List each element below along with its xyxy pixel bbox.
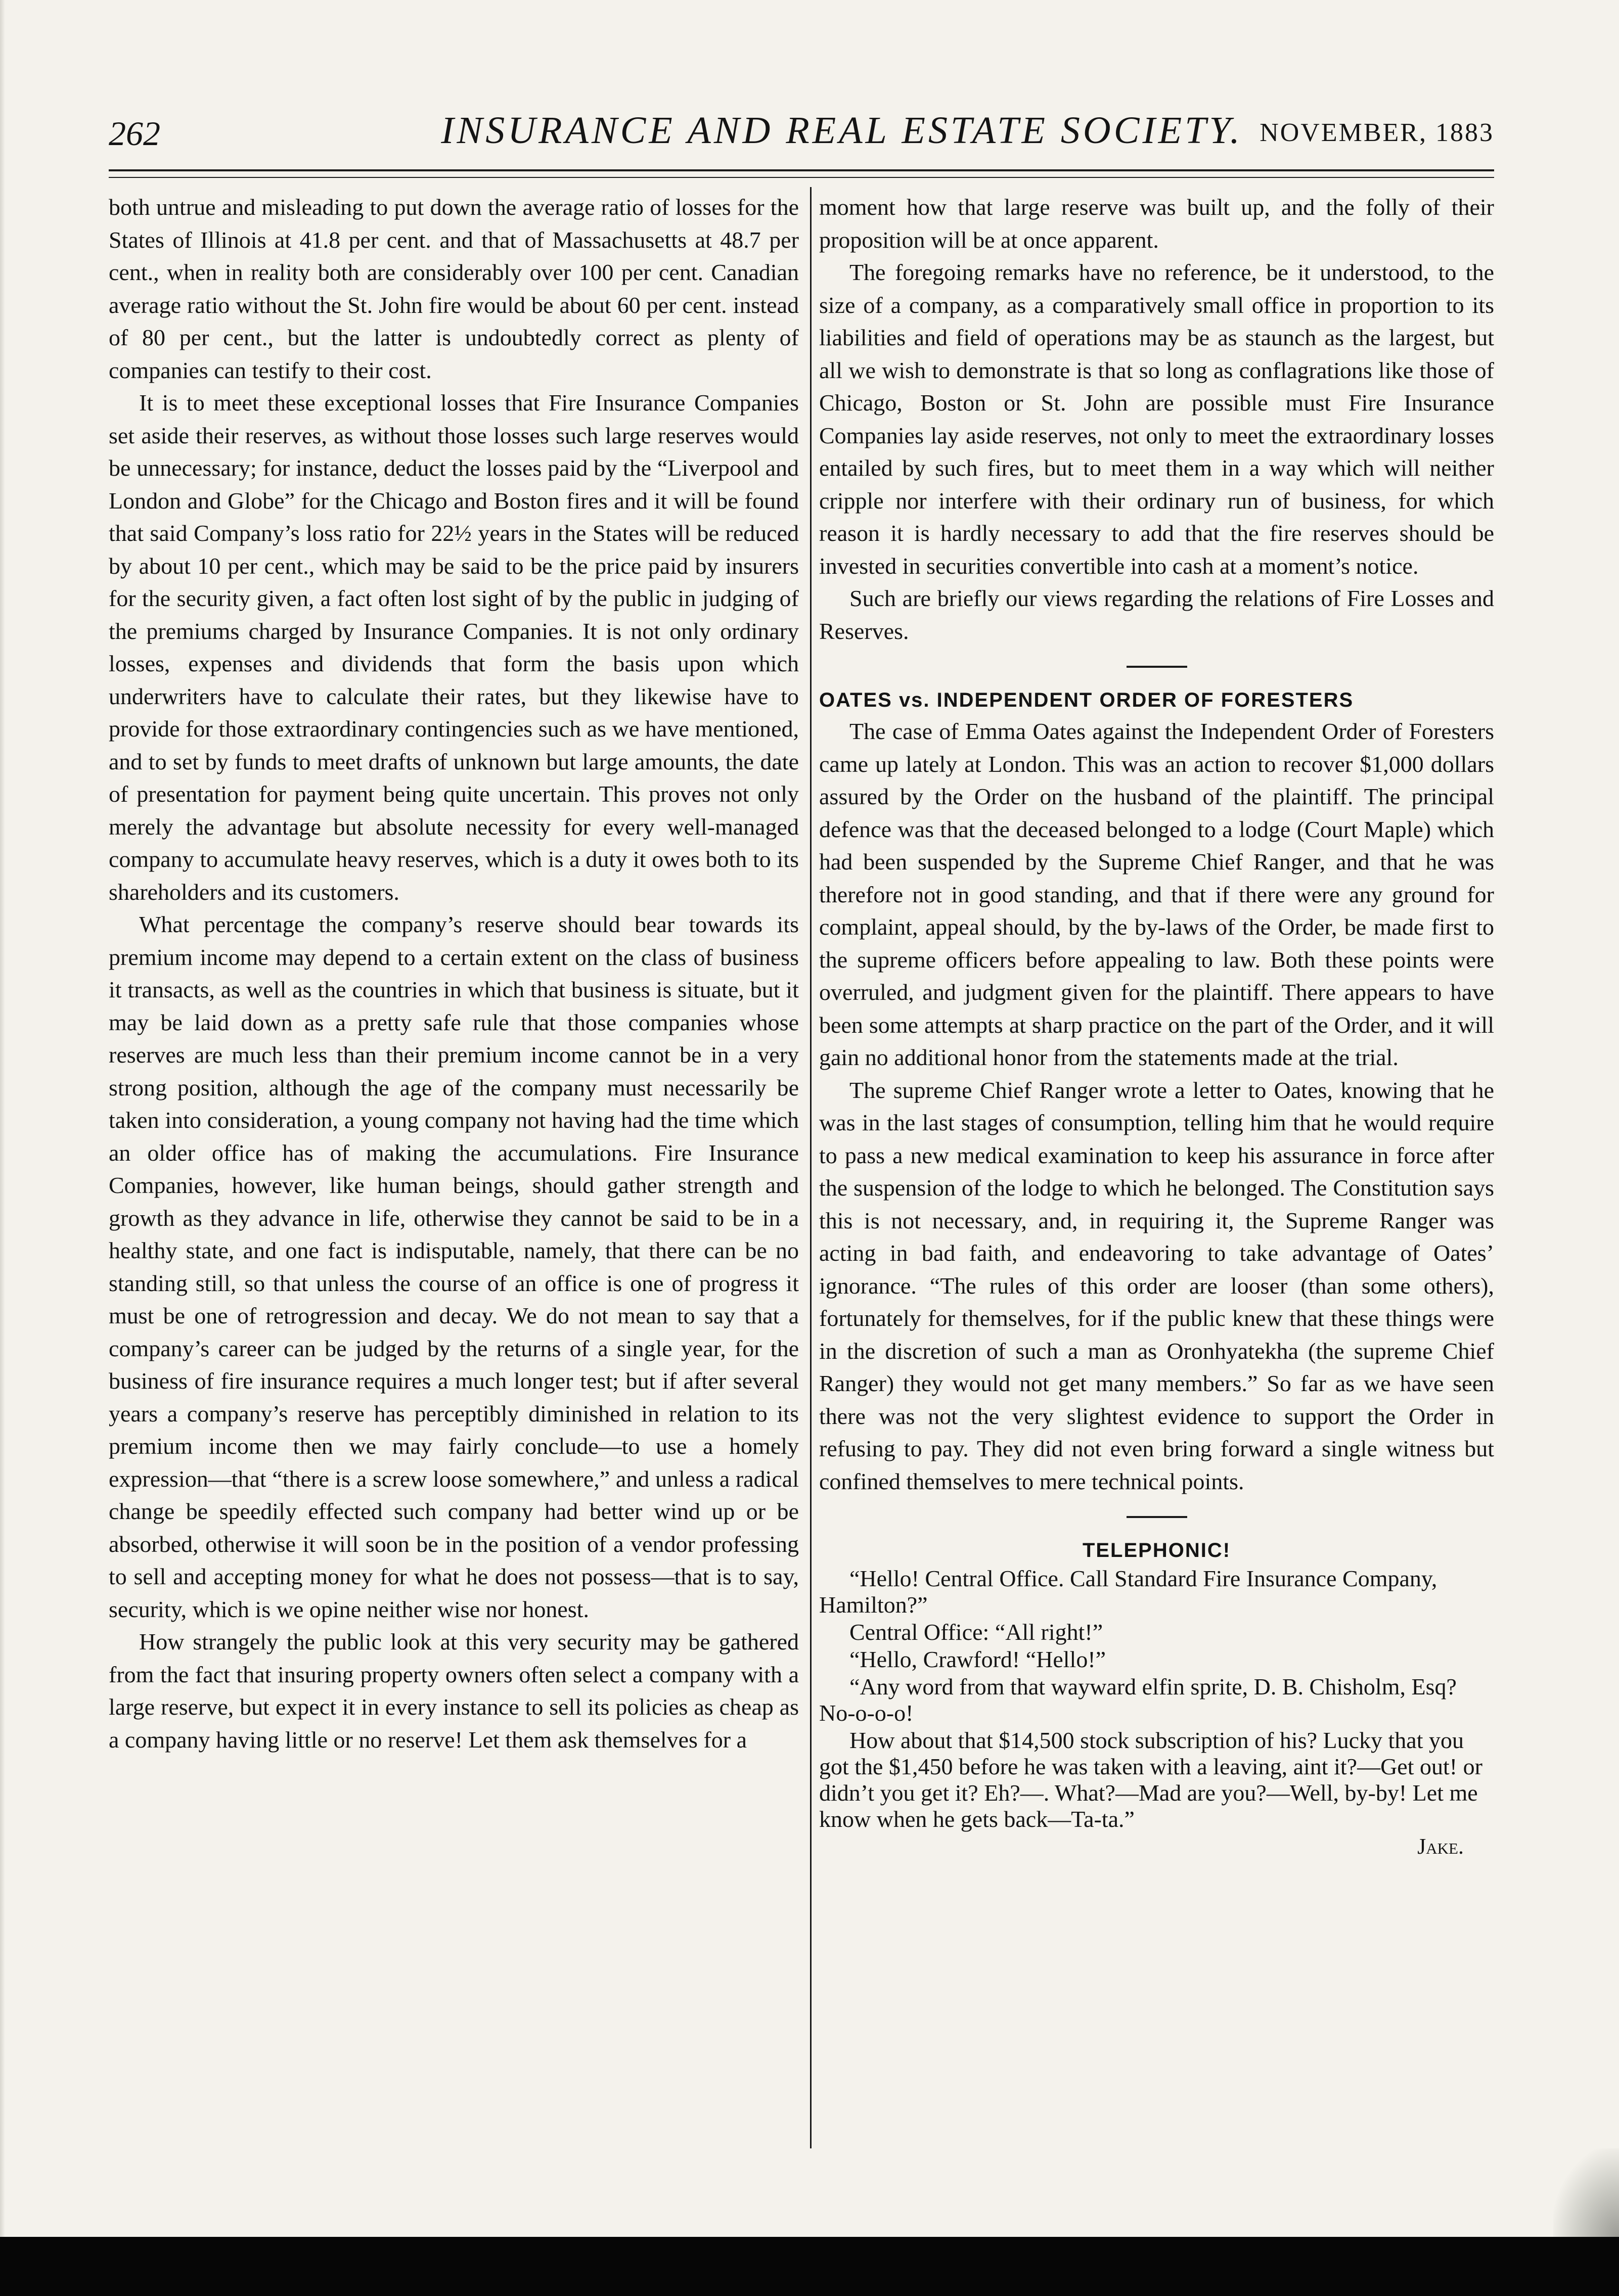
left-column <box>109 191 799 1756</box>
publication-title: INSURANCE AND REAL ESTATE SOCIETY. <box>441 109 1243 152</box>
section-separator <box>1127 666 1187 668</box>
right-column <box>819 191 1494 1861</box>
telephonic-dialogue <box>819 1566 1494 1860</box>
paragraph: The foregoing remarks have no reference, be it understood, to the size of a company, as a comparatively small office in proportion to its liabilities and field of operations may be as staunch as the largest, but all we wish to demonstrate is that so long as conflagrations like those of Chicago, Boston or St. John are possible must Fire Insurance Companies lay aside reserves, not only to meet the extraordinary losses entailed by such fires, but to meet them in a way which will neither cripple nor interfere with their ordinary run of business, for which reason it is hardly necessary to add that the fire reserves should be invested in securities convertible into cash at a moment’s notice. <box>819 259 1494 579</box>
paragraph: The case of Emma Oates against the Independent Order of Foresters came up lately at London. This was an action to recover $1,000 dollars assured by the Order on the husband of the plaintiff. The principal defence was that the deceased belonged to a lodge (Court Maple) which had been suspended by the Supreme Chief Ranger, and that he was therefore not in good standing, and that if there were any ground for complaint, appeal should, by the by-laws of the Order, be made first to the supreme officers before appealing to law. Both these points were overruled, and judgment given for the plaintiff. There appears to have been some attempts at sharp practice on the part of the Order, and it will gain no additional honor from the statements made at the trial. <box>819 718 1494 1070</box>
paragraph: What percentage the company’s reserve should bear towards its premium income may depend to a certain extent on the class of business it transacts, as well as the countries in which that business is situate, but it may be laid down as a pretty safe rule that those companies whose reserves are much less than their premium income cannot be in a very strong position, although the age of the company must necessarily be taken into consideration, a young company not having had the time which an older office has of making the accumulations. Fire Insurance Companies, however, like human beings, should gather strength and growth as they advance in life, otherwise they cannot be said to be in a healthy state, and one fact is indisputable, namely, that there can be no standing still, so that unless the course of an office is one of progress it must be one of retrogression and decay. We do not mean to say that a company’s career can be judged by the returns of a single year, for the business of fire insurance requires a much longer test; but if after several years a company’s reserve has perceptibly diminished in relation to its premium income then we may fairly conclude—to use a homely expression—that “there is a screw loose somewhere,” and unless a radical change be speedily effected such company had better wind up or be absorbed, otherwise it will soon be in the position of a vendor professing to sell and accepting money for what he does not possess—that is to say, security, which is we opine neither wise nor honest. <box>109 911 799 1622</box>
header-rule <box>109 169 1494 171</box>
page-number: 262 <box>109 114 160 153</box>
page-edge-shadow <box>0 0 5 2296</box>
paragraph: How strangely the public look at this very security may be gathered from the fact that insuring property owners often select a company with a large reserve, but expect it in every instance to sell its policies as cheap as a company having little or no reserve! Let them ask themselves for a <box>109 1629 799 1753</box>
paragraph: The supreme Chief Ranger wrote a letter to Oates, knowing that he was in the last stages of consumption, telling him that he would require to pass a new medical examination to keep his assurance in force after the suspension of the lodge to which he belonged. The Constitution says this is not necessary, and, in requiring it, the Supreme Ranger was acting in bad faith, and endeavoring to take advantage of Oates’ ignorance. “The rules of this order are looser (than some others), fortunately for themselves, for if the public knew that these things were in the discretion of such a man as Oronhyatekha (the supreme Chief Ranger) they would not get many members.” So far as we have seen there was not the very slightest evidence to support the Order in refusing to pay. They did not even bring forward a single witness but confined themselves to mere technical points. <box>819 1077 1494 1494</box>
paragraph: Such are briefly our views regarding the relations of Fire Losses and Reserves. <box>819 585 1494 644</box>
paragraph: moment how that large reserve was built up, and the folly of their proposition will be at once apparent. <box>819 194 1494 253</box>
paper-stain <box>1553 2148 1619 2239</box>
dialogue-line: Central Office: “All right!” <box>849 1619 1103 1645</box>
scan-bottom-edge <box>0 2237 1619 2296</box>
dialogue-line: “Hello! Central Office. Call Standard Fire Insurance Company, Hamilton?” <box>819 1566 1437 1618</box>
dialogue-line: “Any word from that wayward elfin sprite, D. B. Chisholm, Esq? No-o-o-o! <box>819 1674 1457 1726</box>
page-header <box>109 109 1494 169</box>
issue-date: NOVEMBER, 1883 <box>1260 118 1494 147</box>
dialogue-line: How about that $14,500 stock subscription of his? Lucky that you got the $1,450 before he was taken with a leaving, aint it?—Get out! or didn’t you get it? Eh?—. What?—Mad are you?—Well, by-by! Let me know when he gets back—Ta-ta.” <box>819 1727 1482 1832</box>
author-signature: Jake. <box>1417 1834 1464 1859</box>
paragraph: both untrue and misleading to put down the average ratio of losses for the States of Illinois at 41.8 per cent. and that of Massachusetts at 48.7 per cent., when in reality both are considerably over 100 per cent. Canadian average ratio without the St. John fire would be about 60 per cent. instead of 80 per cent., but the latter is undoubtedly correct as plenty of companies can testify to their cost. <box>109 194 799 383</box>
dialogue-line: “Hello, Crawford! “Hello!” <box>849 1646 1106 1672</box>
article-heading-oates: OATES vs. INDEPENDENT ORDER OF FORESTERS <box>819 689 1354 711</box>
paragraph: It is to meet these exceptional losses that Fire Insurance Companies set aside their reserves, as without those losses such large reserves would be unnecessary; for instance, deduct the losses paid by the “Liverpool and London and Globe” for the Chicago and Boston fires and it will be found that said Company’s loss ratio for 22½ years in the States will be reduced by about 10 per cent., which may be said to be the price paid by insurers for the security given, a fact often lost sight of by the public in judging of the premiums charged by Insurance Companies. It is not only ordinary losses, expenses and dividends that form the basis upon which underwriters have to calculate their rates, but they likewise have to provide for those extraordinary contingencies such as we have mentioned, and to set by funds to meet drafts of unknown but large amounts, the date of presentation for payment being quite uncertain. This proves not only merely the advantage but absolute necessity for every well-managed company to accumulate heavy reserves, which is a duty it owes both to its shareholders and its customers. <box>109 390 799 905</box>
section-separator <box>1127 1516 1187 1518</box>
article-heading-telephonic: TELEPHONIC! <box>1082 1539 1231 1562</box>
header-rule-thin <box>109 177 1494 178</box>
column-divider <box>810 187 812 2148</box>
